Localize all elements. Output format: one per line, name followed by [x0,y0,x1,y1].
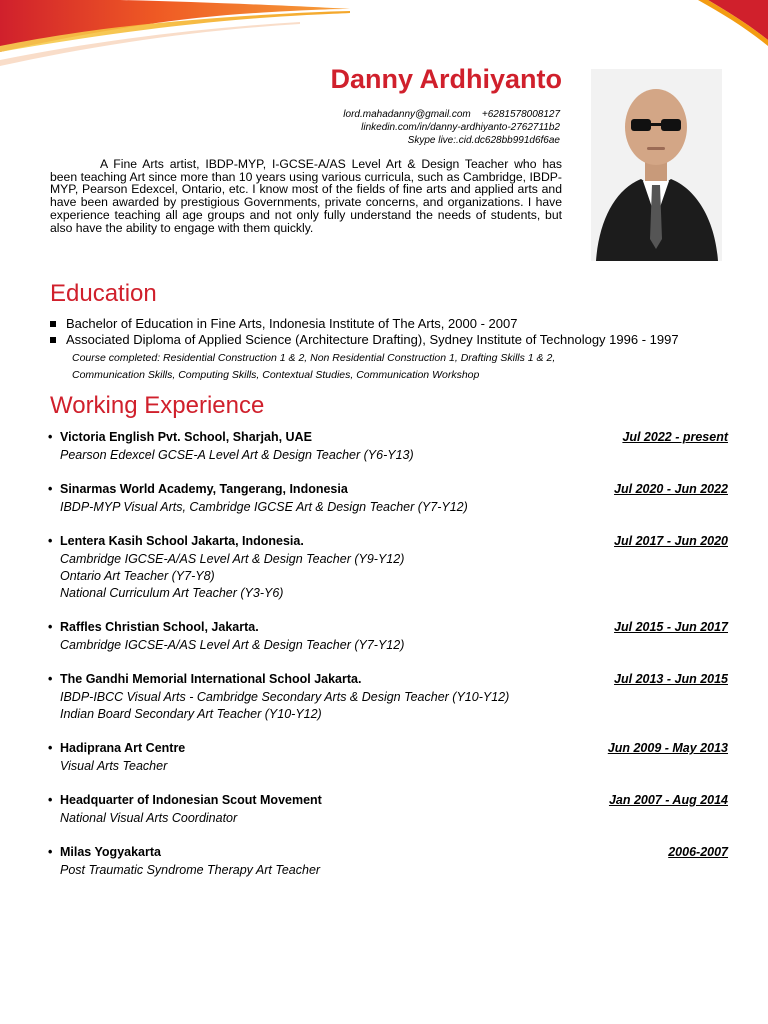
job-entry: • Hadiprana Art Centre Jun 2009 - May 2013 Visual Arts Teacher [48,741,732,775]
job-role: Cambridge IGCSE-A/AS Level Art & Design Teacher (Y7-Y12) [60,638,405,652]
job-role: Pearson Edexcel GCSE-A Level Art & Design Teacher (Y6-Y13) [60,448,414,462]
job-place: The Gandhi Memorial International School Jakarta. [60,672,362,686]
course-details: Course completed: Residential Construction 1 & 2, Non Residential Construction 1, Drafting Skills 1 & 2, Communication Skills, Computing Skills, Contextual Studies, Communication Workshop [72,352,556,381]
job-entry: • Lentera Kasih School Jakarta, Indonesia. Jul 2017 - Jun 2020 Cambridge IGCSE-A/AS Level Art & Design Teacher (Y9-Y12) Ontario Art Teacher (Y7-Y8) National Curriculum Art Teacher (Y3-Y6) [48,534,732,602]
job-role: Visual Arts Teacher [60,759,168,773]
education-item: Bachelor of Education in Fine Arts, Indonesia Institute of The Arts, 2000 - 2007 [50,316,740,332]
job-role: Post Traumatic Syndrome Therapy Art Teacher [60,863,321,877]
job-list [48,430,732,897]
linkedin-text: linkedin.com/in/danny-ardhiyanto-2762711b2 [361,122,560,133]
job-entry: • Sinarmas World Academy, Tangerang, Indonesia Jul 2020 - Jun 2022 IBDP-MYP Visual Arts, Cambridge IGCSE Art & Design Teacher (Y7-Y12) [48,482,732,516]
education-item: Associated Diploma of Applied Science (Architecture Drafting), Sydney Institute of Technology 1996 - 1997 [50,332,740,348]
job-date: Jul 2020 - Jun 2022 [614,482,728,496]
job-date: Jun 2009 - May 2013 [607,741,728,755]
job-place: Sinarmas World Academy, Tangerang, Indonesia [60,482,348,496]
job-role: Ontario Art Teacher (Y7-Y8) [60,569,215,583]
job-date: Jul 2013 - Jun 2015 [614,672,728,686]
job-role: Cambridge IGCSE-A/AS Level Art & Design Teacher (Y9-Y12) [60,552,405,566]
bullet-square-icon [50,337,56,343]
job-date: Jul 2022 - present [622,430,728,444]
job-place: Victoria English Pvt. School, Sharjah, UAE [60,430,312,444]
job-role: National Curriculum Art Teacher (Y3-Y6) [60,586,284,600]
job-entry: • Victoria English Pvt. School, Sharjah, UAE Jul 2022 - present Pearson Edexcel GCSE-A Level Art & Design Teacher (Y6-Y13) [48,430,732,464]
intro-text: A Fine Arts artist, IBDP-MYP, I-GCSE-A/AS Level Art & Design Teacher who has been teaching Art since more than 10 years using various curricula, such as Cambridge, IBDP-MYP, Pearson Edexcel, Ontario, etc. I know most of the fields of fine arts and applied arts and have been awarded by prestigious Governments, private concerns, and organizations. I have experience teaching all age groups and not only fully understand the needs of students, but also have the ability to engage with them quickly. [50,157,562,235]
profile-photo [591,69,722,261]
contact-info [343,108,560,147]
candidate-name: Danny Ardhiyanto [330,64,562,94]
intro-paragraph [50,158,562,234]
header-swoosh-right [698,0,768,60]
job-role: Indian Board Secondary Art Teacher (Y10-Y12) [60,707,322,721]
job-role: IBDP-MYP Visual Arts, Cambridge IGCSE Art & Design Teacher (Y7-Y12) [60,500,468,514]
job-place: Milas Yogyakarta [60,845,161,859]
job-place: Raffles Christian School, Jakarta. [60,620,259,634]
job-entry: • Milas Yogyakarta 2006-2007 Post Traumatic Syndrome Therapy Art Teacher [48,845,732,879]
bullet-square-icon [50,321,56,327]
email-text: lord.mahadanny@gmail.com [343,109,471,120]
job-date: Jul 2015 - Jun 2017 [614,620,728,634]
job-place: Headquarter of Indonesian Scout Movement [60,793,322,807]
job-place: Hadiprana Art Centre [60,741,186,755]
experience-title: Working Experience [50,392,265,419]
skype-text: Skype live:.cid.dc628bb991d6f6ae [407,135,560,146]
education-list [50,316,740,348]
job-date: Jan 2007 - Aug 2014 [608,793,728,807]
job-entry: • The Gandhi Memorial International School Jakarta. Jul 2013 - Jun 2015 IBDP-IBCC Visual Arts - Cambridge Secondary Arts & Design Teacher (Y10-Y12) Indian Board Secondary Art Teacher (Y10-Y12) [48,672,732,723]
phone-text: +6281578008127 [481,109,560,120]
education-title: Education [50,280,157,307]
job-role: National Visual Arts Coordinator [60,811,238,825]
job-place: Lentera Kasih School Jakarta, Indonesia. [60,534,304,548]
job-date: 2006-2007 [668,845,728,859]
job-entry: • Raffles Christian School, Jakarta. Jul 2015 - Jun 2017 Cambridge IGCSE-A/AS Level Art & Design Teacher (Y7-Y12) [48,620,732,654]
job-date: Jul 2017 - Jun 2020 [614,534,728,548]
job-role: IBDP-IBCC Visual Arts - Cambridge Secondary Arts & Design Teacher (Y10-Y12) [60,690,510,704]
job-entry: • Headquarter of Indonesian Scout Movement Jan 2007 - Aug 2014 National Visual Arts Coordinator [48,793,732,827]
